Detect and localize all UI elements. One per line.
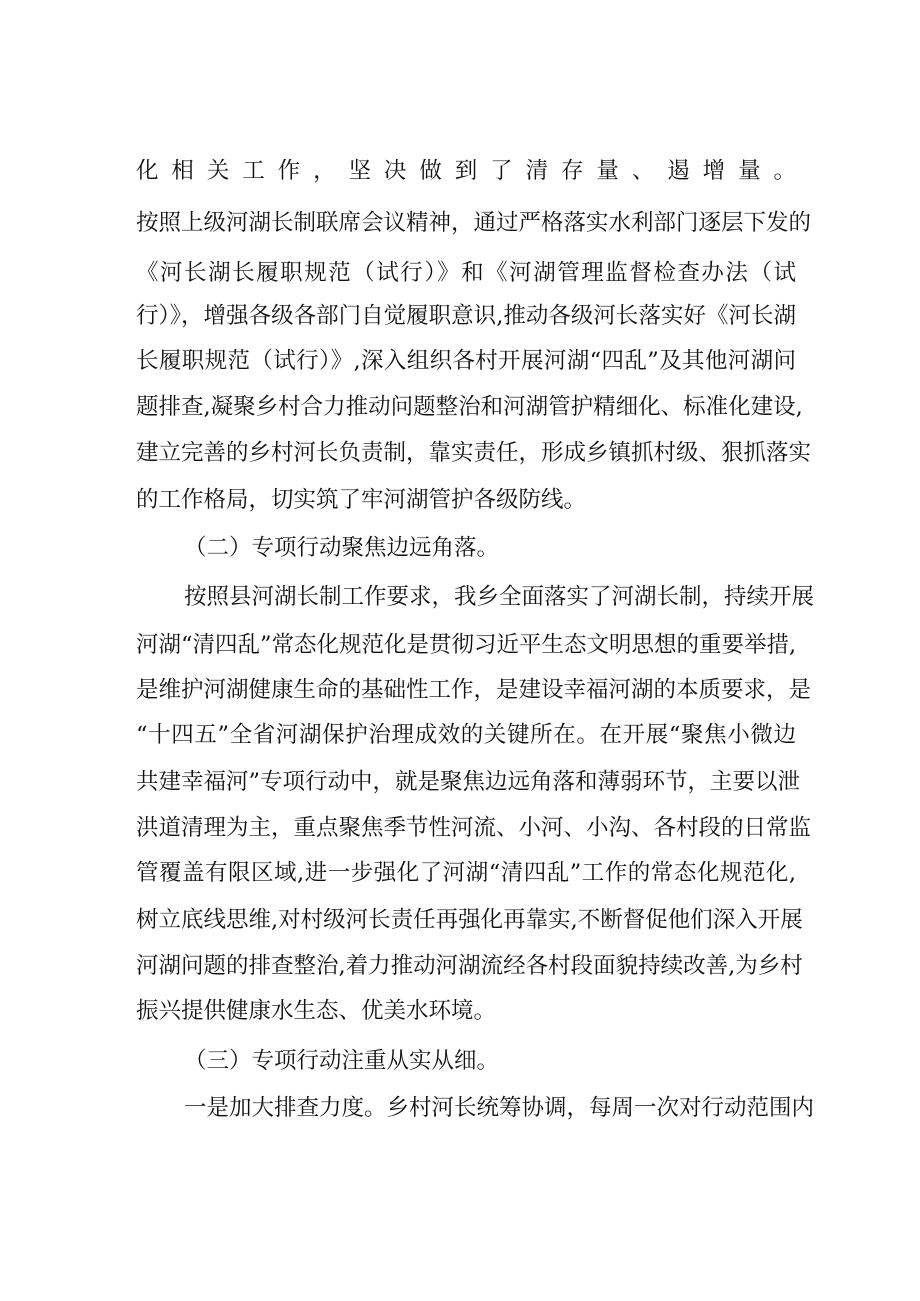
- section-heading: （三）专项行动注重从实从细。: [184, 1048, 500, 1074]
- paragraph-line: 洪道清理为主，重点聚焦季节性河流、小河、小沟、各村段的日常监: [136, 815, 812, 841]
- paragraph-line: 题排查,凝聚乡村合力推动问题整治和河湖管护精细化、标准化建设,: [136, 394, 803, 420]
- paragraph-line: 树立底线思维,对村级河长责任再强化再靠实,不断督促他们深入开展: [136, 907, 803, 933]
- paragraph-line: 行）》，增强各级各部门自觉履职意识,推动各级河长落实好《河长湖: [136, 303, 796, 329]
- paragraph-line: 一是加大排查力度。乡村河长统筹协调，每周一次对行动范围内: [184, 1095, 815, 1121]
- paragraph-line: 是维护河湖健康生命的基础性工作，是建设幸福河湖的本质要求，是: [136, 677, 812, 703]
- paragraph-line: 河湖“清四乱”常态化规范化是贯彻习近平生态文明思想的重要举措,: [136, 632, 797, 658]
- paragraph-line: 河湖问题的排查整治,着力推动河湖流经各村段面貌持续改善,为乡村: [136, 953, 803, 979]
- paragraph-line: 按照县河湖长制工作要求，我乡全面落实了河湖长制，持续开展: [184, 584, 815, 610]
- paragraph-line: 按照上级河湖长制联席会议精神，通过严格落实水利部门逐层下发的: [136, 210, 812, 236]
- paragraph-line: “十四五”全省河湖保护治理成效的关键所在。在开展“聚焦小微边: [136, 722, 796, 748]
- paragraph-line: 《河长湖长履职规范（试行）》和《河湖管理监督检查办法（试: [136, 260, 796, 286]
- paragraph-line: 长履职规范（试行）》,深入组织各村开展河湖“四乱”及其他河湖问: [136, 348, 796, 374]
- paragraph-line: 的工作格局，切实筑了牢河湖管护各级防线。: [136, 487, 587, 513]
- section-heading: （二）专项行动聚焦边远角落。: [184, 535, 500, 561]
- paragraph-line: 化相关工作，坚决做到了清存量、遏增量。: [136, 158, 796, 184]
- paragraph-line: 建立完善的乡村河长负责制，靠实责任，形成乡镇抓村级、狠抓落实: [136, 440, 812, 466]
- paragraph-line: 共建幸福河”专项行动中，就是聚焦边远角落和薄弱环节，主要以泄: [136, 769, 801, 795]
- paragraph-line: 振兴提供健康水生态、优美水环境。: [136, 998, 497, 1024]
- paragraph-line: 管覆盖有限区域,进一步强化了河湖“清四乱”工作的常态化规范化,: [136, 860, 796, 886]
